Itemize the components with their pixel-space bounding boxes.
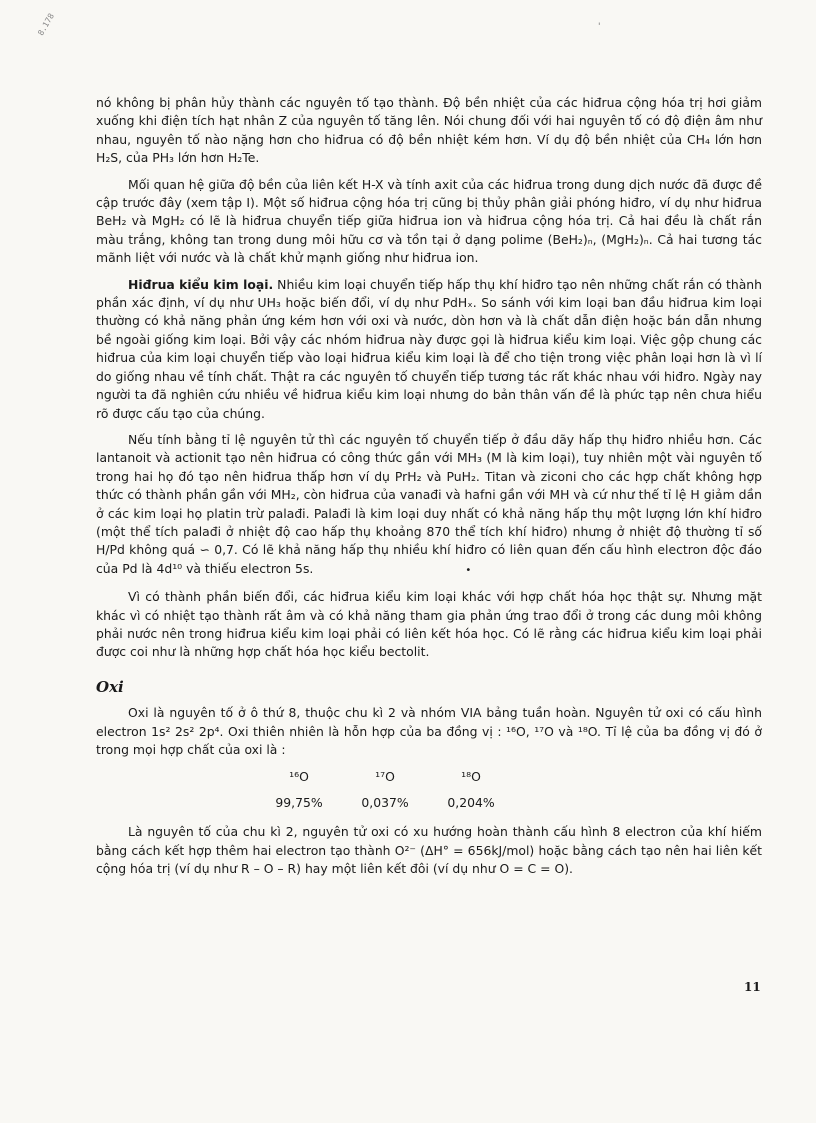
paragraph-variable-composition: Vì có thành phần biến đổi, các hiđrua kiểu kim loại khác với hợp chất hóa học thật sự. Nhưng mặt khác vì có nhiệt tạo thành rất âm và có khả năng tham gia phản ứng trao đổi ở trong các dung môi không phải nước nên trong hiđrua kiểu kim loại phải có liên kết hóa học. Có lẽ rằng các hiđrua kiểu kim loại phải được coi như là những hợp chất hóa học kiểu bectolit. [96, 589, 762, 660]
run-in-heading: Hiđrua kiểu kim loại. [128, 276, 274, 292]
paragraph-oxi-electron: Là nguyên tố của chu kì 2, nguyên tử oxi có xu hướng hoàn thành cấu hình 8 electron của khí hiếm bằng cách kết hợp thêm hai electron tạo thành O²⁻ (ΔH° = 656kJ/mol) hoặc bằng cách tạo nên hai liên kết cộng hóa trị (ví dụ như R – O – R) hay một liên kết đôi (ví dụ như O = C = O). [96, 824, 762, 877]
corner-stamp: 8.178 [36, 11, 56, 38]
paragraph-oxi-intro: Oxi là nguyên tố ở ô thứ 8, thuộc chu kì 2 và nhóm VIA bảng tuần hoàn. Nguyên tử oxi có cấu hình electron 1s² 2s² 2p⁴. Oxi thiên nhiên là hỗn hợp của ba đồng vị : ¹⁶O, ¹⁷O và ¹⁸O. Tỉ lệ của ba đồng vị đó ở trong mọi hợp chất của oxi là : [96, 705, 762, 757]
page-number: 11 [744, 980, 761, 994]
page-body [96, 94, 762, 887]
top-dot: ' [598, 22, 601, 32]
metal-hydride-text: Nhiều kim loại chuyển tiếp hấp thụ khí hiđro tạo nên những chất rắn có thành phần xác định, ví dụ như UH₃ hoặc biến đổi, ví dụ như PdHₓ. So sánh với kim loại ban đầu hiđrua kim loại thường có khả năng phản ứng kém hơn với oxi và nước, dòn hơn và là chất dẫn điện hoặc bán dẫn nhưng bề ngoài giống kim loại. Bởi vậy các nhóm hiđrua này được gọi là hiđrua kiểu kim loại. Việc gộp chung các hiđrua của kim loại chuyển tiếp vào loại hiđrua kiểu kim loại là để cho tiện trong việc phân loại hơn là vì lí do giống nhau về tính chất. Thật ra các nguyên tố chuyển tiếp tương tác rất khác nhau với hiđro. Ngày nay người ta đã nghiên cứu nhiều về hiđrua kiểu kim loại nhưng do bản thân vấn đề là phức tạp nên chưa hiểu rõ được cấu tạo của chúng. [96, 276, 763, 421]
isotope-column [428, 767, 514, 817]
isotope-column [256, 767, 342, 817]
bullet-mark: • [465, 564, 472, 576]
atom-ratio-text: Nếu tính bằng tỉ lệ nguyên tử thì các nguyên tố chuyển tiếp ở đầu dãy hấp thụ hiđro nhiều hơn. Các lantanoit và actionit tạo nên hiđrua có công thức gần với MH₃ (M là kim loại), tuy nhiên một vài nguyên tố trong hai họ đó tạo nên hiđrua thấp hơn ví dụ PrH₂ và PuH₂. Titan và ziconi cho các hợp chất không hợp thức có thành phần gần với MH₂, còn hiđrua của vanađi và hafni gần với MH và cứ như thế tỉ lệ H giảm dần ở các kim loại họ platin trừ palađi. Palađi là kim loại duy nhất có khả năng hấp thụ một lượng lớn khí hiđro (một thể tích palađi ở nhiệt độ cao hấp thụ khoảng 870 thể tích khí hiđro) nhưng ở nhiệt độ thường tỉ số H/Pd không quá ∽ 0,7. Có lẽ khả năng hấp thụ nhiều khí hiđro có liên quan đến cấu hình electron độc đáo của Pd là 4d¹⁰ và thiếu electron 5s. [96, 431, 762, 576]
isotope-table [256, 767, 762, 817]
paragraph-metal-hydride [96, 276, 762, 423]
isotope-abundance: 99,75% [275, 795, 323, 811]
isotope-label: ¹⁷O [375, 769, 395, 785]
section-heading-oxi: Oxi [96, 677, 124, 696]
isotope-label: ¹⁶O [289, 769, 309, 785]
paragraph-hydride-stability: nó không bị phân hủy thành các nguyên tố tạo thành. Độ bền nhiệt của các hiđrua cộng hóa trị hơi giảm xuống khi điện tích hạt nhân Z của nguyên tố tăng lên. Nói chung đối với hai nguyên tố có độ điện âm như nhau, nguyên tố nào nặng hơn cho hiđrua có độ bền nhiệt kém hơn. Ví dụ độ bền nhiệt của CH₄ lớn hơn H₂S, của PH₃ lớn hơn H₂Te. [96, 95, 762, 166]
isotope-column [342, 767, 428, 817]
isotope-label: ¹⁸O [461, 769, 481, 785]
paragraph-atom-ratio [96, 431, 762, 580]
isotope-abundance: 0,037% [361, 795, 409, 811]
paragraph-hx-bond: Mối quan hệ giữa độ bền của liên kết H-X và tính axit của các hiđrua trong dung dịch nước đã được đề cập trước đây (xem tập I). Một số hiđrua cộng hóa trị cũng bị thủy phân giải phóng hiđro, ví dụ như hiđrua BeH₂ và MgH₂ có lẽ là hiđrua chuyển tiếp giữa hiđrua ion và hiđrua cộng hóa trị. Cả hai đều là chất rắn màu trắng, không tan trong dung môi hữu cơ và tồn tại ở dạng polime (BeH₂)ₙ, (MgH₂)ₙ. Cả hai tương tác mãnh liệt với nước và là chất khử mạnh giống như hiđrua ion. [96, 176, 762, 266]
isotope-abundance: 0,204% [447, 795, 495, 811]
